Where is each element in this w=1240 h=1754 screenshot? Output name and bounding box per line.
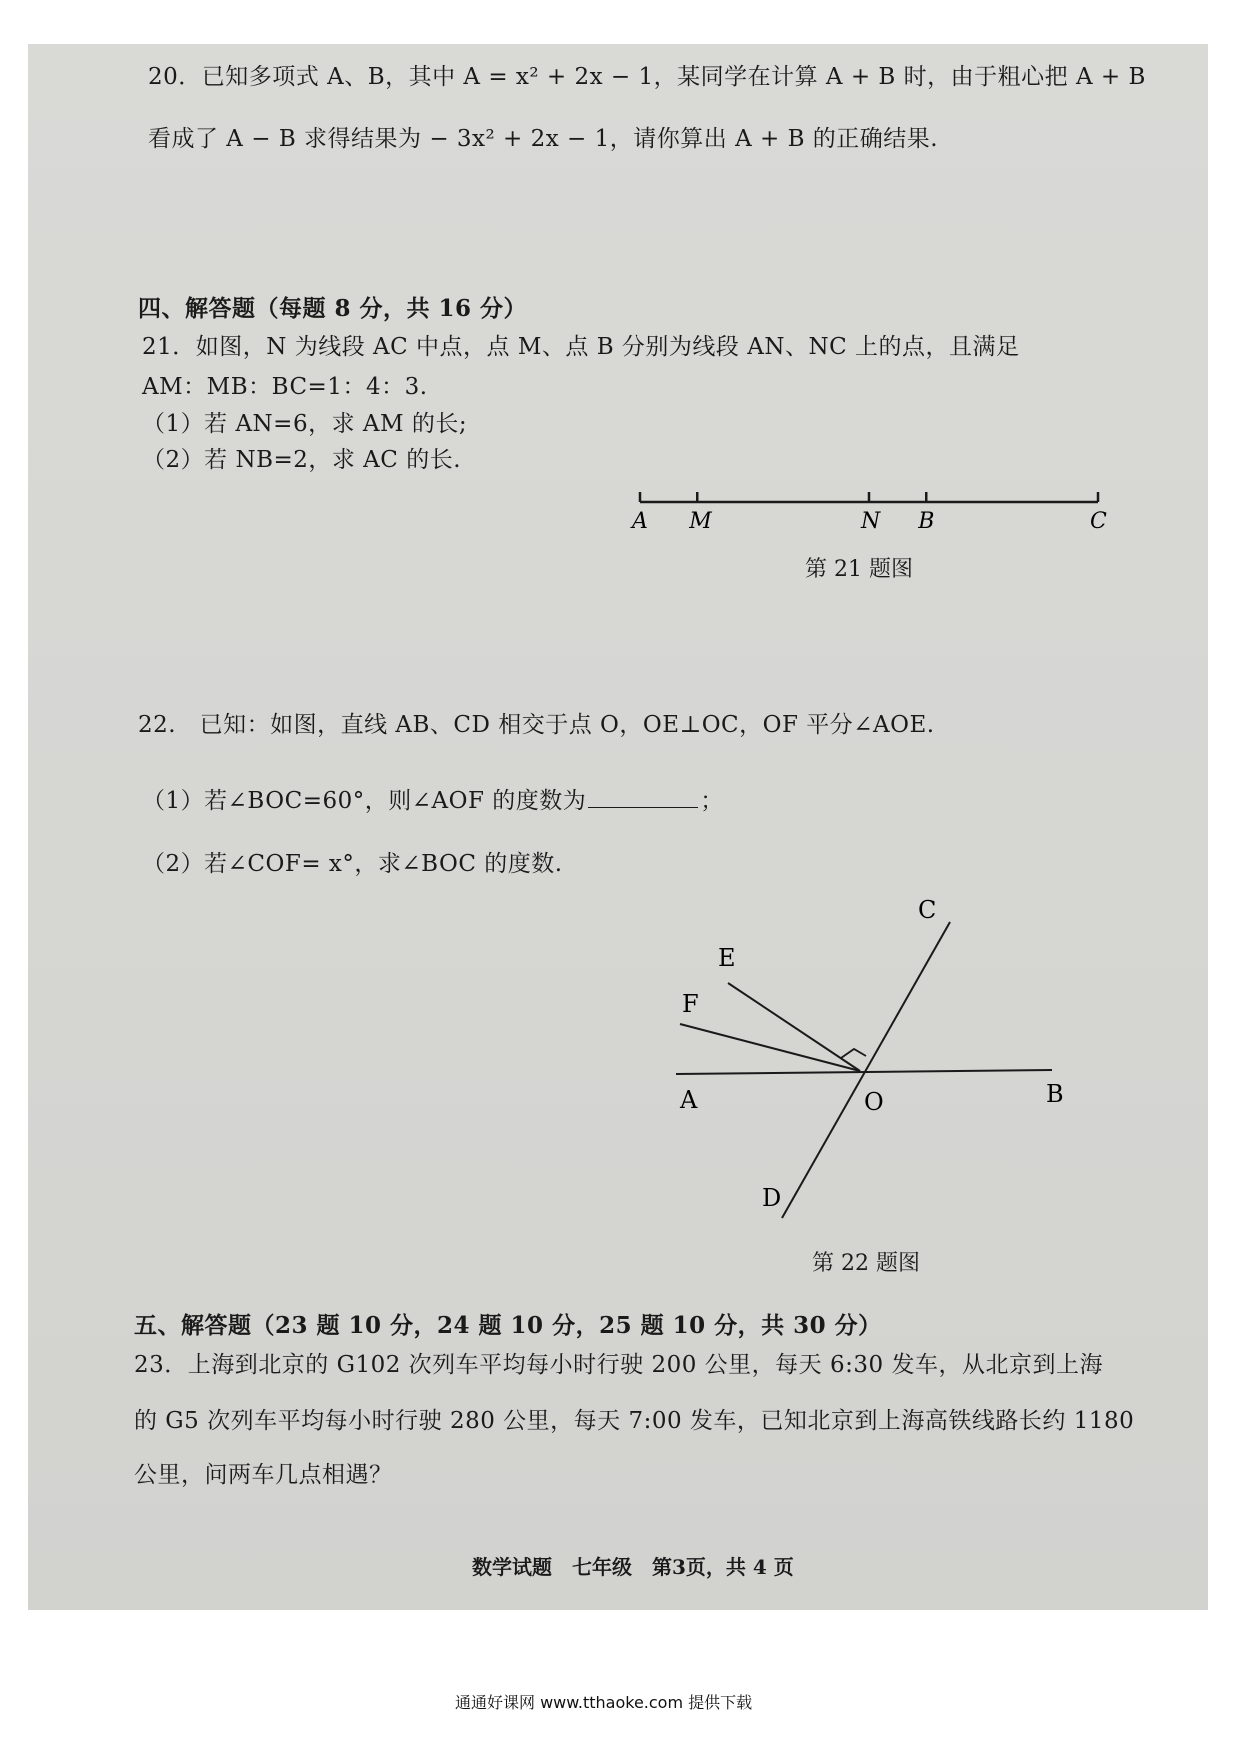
q23-line2: 的 G5 次列车平均每小时行驶 280 公里，每天 7:00 发车，已知北京到上海高铁线路长约 1180 <box>134 1408 1135 1434</box>
q21-part2: （2）若 NB=2，求 AC 的长. <box>142 447 462 473</box>
label-b: B <box>1046 1080 1064 1108</box>
point-label-c: C <box>1090 509 1107 534</box>
label-a: A <box>680 1086 698 1114</box>
label-f: F <box>682 990 699 1018</box>
q20-line1: 20．已知多项式 A、B，其中 A = x² + 2x − 1，某同学在计算 A + B 时，由于粗心把 A + B <box>148 64 1146 90</box>
section4-heading: 四、解答题（每题 8 分，共 16 分） <box>138 295 528 322</box>
label-o: O <box>864 1088 884 1116</box>
point-label-a: A <box>632 509 648 534</box>
q22-part1-text: （1）若∠BOC=60°，则∠AOF 的度数为 <box>142 788 587 814</box>
line-cd <box>782 922 950 1218</box>
ray-oe <box>728 983 860 1071</box>
q22-part2: （2）若∠COF= x°，求∠BOC 的度数. <box>142 851 563 877</box>
q21-stem2: AM：MB：BC=1：4：3. <box>142 374 428 400</box>
q23-line3: 公里，问两车几点相遇？ <box>134 1462 393 1488</box>
q21-stem1: 21．如图，N 为线段 AC 中点，点 M、点 B 分别为线段 AN、NC 上的点，且满足 <box>142 334 1020 360</box>
label-d: D <box>762 1184 782 1212</box>
figure-21-segment <box>620 480 1120 540</box>
label-c: C <box>918 896 937 924</box>
label-e: E <box>718 944 736 972</box>
point-label-m: M <box>689 509 712 534</box>
q21-part1: （1）若 AN=6，求 AM 的长; <box>142 411 468 437</box>
q22-stem: 22. 已知：如图，直线 AB、CD 相交于点 O，OE⊥OC，OF 平分∠AOE. <box>138 712 935 738</box>
q20-line2: 看成了 A − B 求得结果为 − 3x² + 2x − 1，请你算出 A + B 的正确结果. <box>148 126 939 152</box>
answer-blank[interactable] <box>588 789 698 808</box>
download-credit: 通通好课网 www.tthaoke.com 提供下载 <box>455 1693 753 1712</box>
page-footer: 数学试题 七年级 第3页，共 4 页 <box>472 1555 794 1579</box>
figure-22-caption: 第 22 题图 <box>812 1251 920 1276</box>
q22-part1-end: ； <box>700 788 724 814</box>
point-label-b: B <box>918 509 935 534</box>
section5-heading: 五、解答题（23 题 10 分，24 题 10 分，25 题 10 分，共 30 分） <box>134 1312 882 1339</box>
figure-22-angles <box>660 896 1100 1240</box>
right-angle-mark <box>841 1049 866 1058</box>
q22-part1 <box>142 782 724 815</box>
ray-of <box>680 1024 860 1071</box>
q23-line1: 23．上海到北京的 G102 次列车平均每小时行驶 200 公里，每天 6:30 发车，从北京到上海 <box>134 1352 1103 1378</box>
point-label-n: N <box>861 509 881 534</box>
figure-21-caption: 第 21 题图 <box>805 557 913 582</box>
